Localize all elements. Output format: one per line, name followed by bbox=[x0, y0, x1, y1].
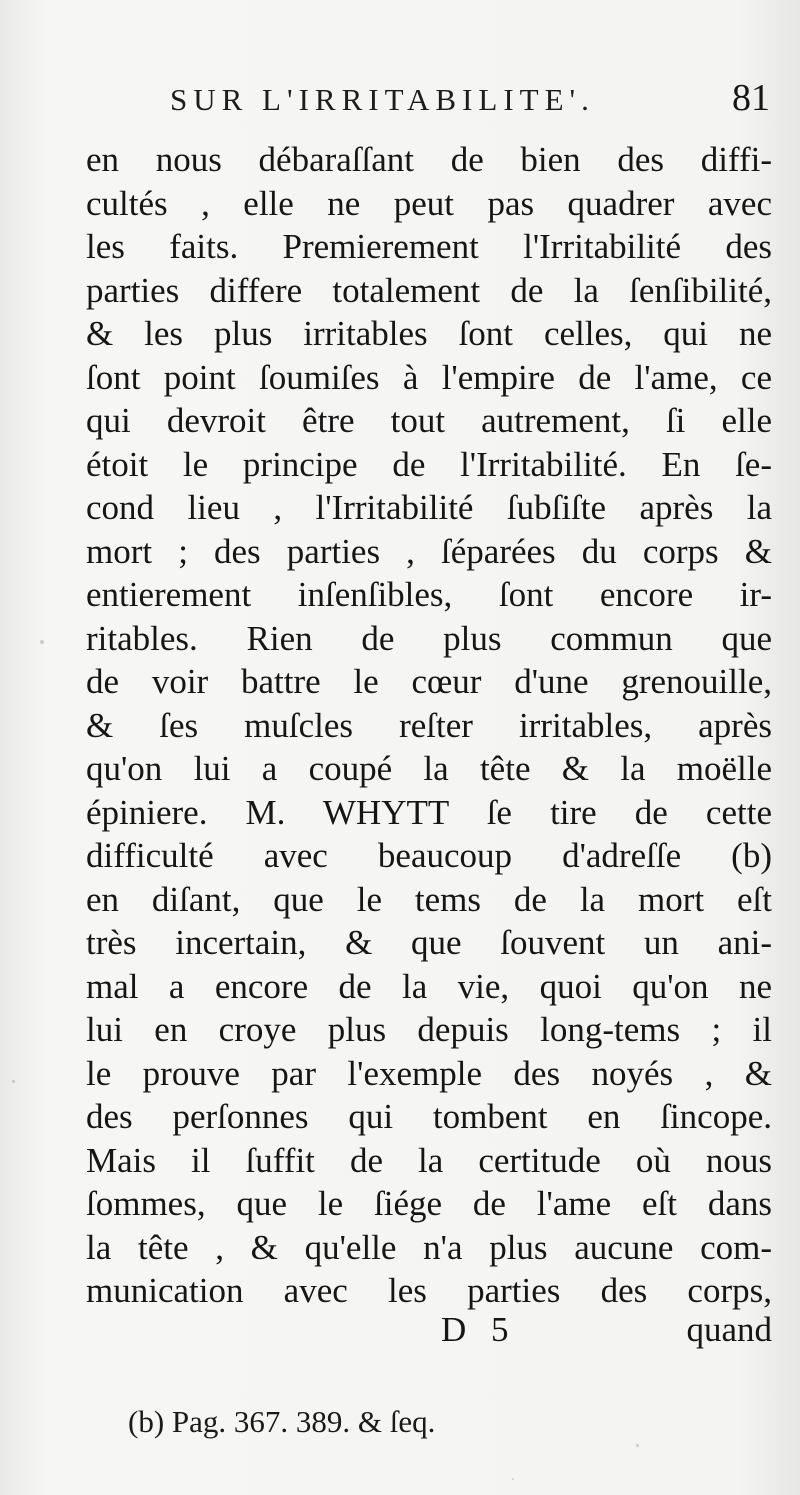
text-line: parties differe totalement de la ſenſibilité, bbox=[86, 270, 772, 310]
running-title: SUR L'IRRITABILITE'. bbox=[170, 82, 595, 117]
text-line: difficulté avec beaucoup d'adreſſe (b) bbox=[86, 836, 772, 875]
text-line: qu'on lui a coupé la tête & la moëlle bbox=[86, 749, 772, 788]
text-line: & ſes muſcles reſter irritables, après bbox=[86, 705, 772, 745]
body-text bbox=[86, 138, 772, 1313]
text-line: munication avec les parties des corps, bbox=[86, 1271, 772, 1310]
text-line: mort ; des parties , ſéparées du corps & bbox=[86, 531, 772, 571]
paper-speck bbox=[40, 640, 44, 644]
text-line: entierement inſenſibles, ſont encore ir- bbox=[86, 575, 772, 614]
paper-speck bbox=[512, 1478, 514, 1480]
text-line: épiniere. M. WHYTT ſe tire de cette bbox=[86, 792, 772, 832]
text-line: étoit le principe de l'Irritabilité. En ſe- bbox=[86, 444, 772, 484]
paper-speck bbox=[636, 1444, 639, 1447]
text-line: en diſant, que le tems de la mort eſt bbox=[86, 879, 772, 919]
text-line: mal a encore de la vie, quoi qu'on ne bbox=[86, 966, 772, 1006]
text-line: & les plus irritables ſont celles, qui ne bbox=[86, 314, 772, 353]
signature-row bbox=[86, 1310, 772, 1360]
text-line: la tête , & qu'elle n'a plus aucune com- bbox=[86, 1227, 772, 1267]
text-line: lui en croye plus depuis long-tems ; il bbox=[86, 1010, 772, 1049]
text-line: très incertain, & que ſouvent un ani- bbox=[86, 923, 772, 962]
text-line: qui devroit être tout autrement, ſi elle bbox=[86, 401, 772, 440]
page-number: 81 bbox=[732, 77, 770, 119]
catchword: quand bbox=[686, 1310, 772, 1349]
text-line: Mais il ſuffit de la certitude où nous bbox=[86, 1140, 772, 1180]
text-line: ſont point ſoumiſes à l'empire de l'ame, ce bbox=[86, 357, 772, 397]
text-line: en nous débaraſſant de bien des diffi- bbox=[86, 140, 772, 179]
footnote: (b) Pag. 367. 389. & ſeq. bbox=[128, 1404, 436, 1439]
text-line: cultés , elle ne peut pas quadrer avec bbox=[86, 183, 772, 223]
signature-mark: D 5 bbox=[441, 1310, 517, 1349]
text-line: des perſonnes qui tombent en ſincope. bbox=[86, 1097, 772, 1136]
text-line: ſommes, que le ſiége de l'ame eſt dans bbox=[86, 1184, 772, 1223]
paper-speck bbox=[12, 1080, 15, 1083]
text-line: cond lieu , l'Irritabilité ſubſiſte après la bbox=[86, 488, 772, 527]
text-line: les faits. Premierement l'Irritabilité des bbox=[86, 227, 772, 266]
text-line: de voir battre le cœur d'une grenouille, bbox=[86, 662, 772, 701]
text-line: le prouve par l'exemple des noyés , & bbox=[86, 1053, 772, 1093]
running-head bbox=[170, 72, 770, 132]
text-line: ritables. Rien de plus commun que bbox=[86, 618, 772, 658]
